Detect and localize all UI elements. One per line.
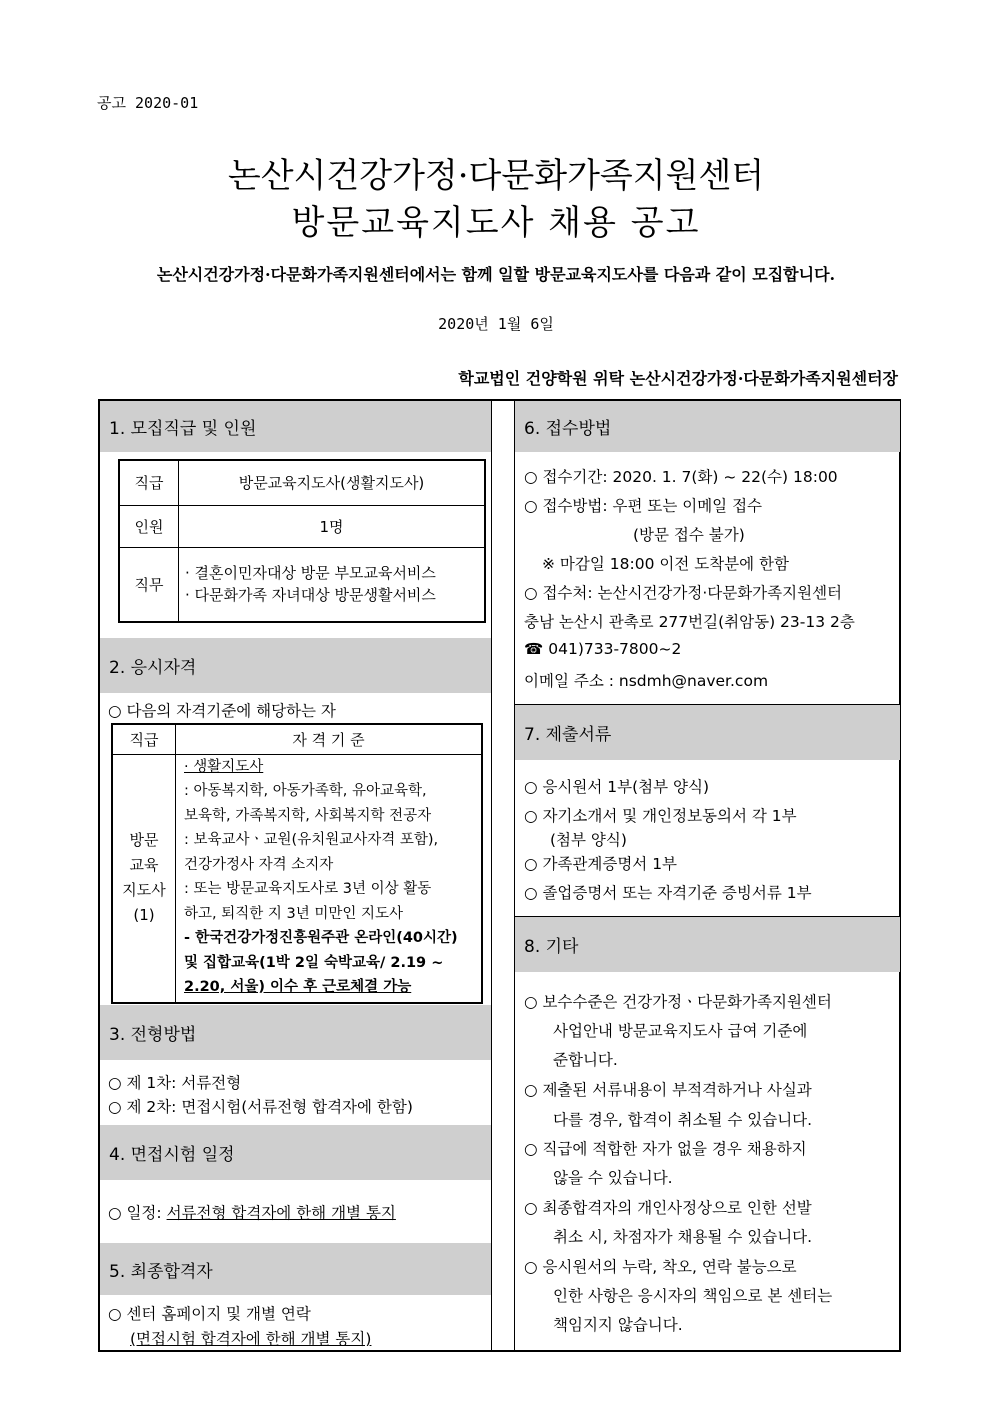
rank-line: 교육	[129, 856, 159, 874]
criteria-line: 보육학, 가족복지학, 사회복지학 전공자	[184, 807, 432, 824]
section-7-heading: 7. 제출서류	[515, 704, 900, 760]
duty-item: · 다문화가족 자녀대상 방문생활서비스	[185, 586, 436, 605]
etc-line: 책임지지 않습니다.	[553, 1316, 683, 1334]
rank-line: (1)	[133, 906, 155, 924]
criteria-line: 건강가정사 자격 소지자	[184, 856, 334, 873]
intro-text: 논산시건강가정·다문화가족지원센터에서는 함께 일할 방문교육지도사를 다음과 같이 모집합니다.	[156, 265, 836, 284]
criteria-line: : 또는 방문교육지도사로 3년 이상 활동	[184, 881, 432, 897]
interview-schedule-prefix: ○ 일정:	[108, 1204, 167, 1222]
duty-item: · 결혼이민자대상 방문 부모교육서비스	[185, 564, 436, 583]
document-item: ○ 가족관계증명서 1부	[524, 855, 678, 873]
etc-line: ○ 최종합격자의 개인사정상으로 인한 선발	[524, 1199, 812, 1217]
document-item: ○ 응시원서 1부(첨부 양식)	[524, 778, 710, 796]
criteria-column-header: 자 격 기 준	[176, 724, 483, 754]
etc-line: ○ 제출된 서류내용이 부적격하거나 사실과	[524, 1081, 812, 1099]
document-item: ○ 졸업증명서 또는 자격기준 증빙서류 1부	[524, 884, 812, 902]
criteria-line: 하고, 퇴직한 지 3년 미만인 지도사	[184, 905, 403, 922]
email-address: 이메일 주소 : nsdmh@naver.com	[524, 672, 769, 690]
rank-column-header: 직급	[112, 724, 176, 754]
interview-schedule	[108, 1201, 396, 1223]
etc-line: 준합니다.	[553, 1051, 618, 1069]
phone-number: ☎ 041)733-7800~2	[524, 640, 682, 658]
application-period: ○ 접수기간: 2020. 1. 7(화) ~ 22(수) 18:00	[524, 468, 838, 486]
deadline-note: ※ 마감일 18:00 이전 도착분에 한함	[542, 555, 789, 573]
headcount-label: 인원	[119, 505, 179, 547]
issuer: 학교법인 건양학원 위탁 논산시건강가정·다문화가족지원센터장	[458, 369, 898, 388]
section-5-heading: 5. 최종합격자	[100, 1243, 491, 1295]
section-8-heading: 8. 기타	[515, 916, 900, 972]
page-title-line1: 논산시건강가정·다문화가족지원센터	[227, 156, 765, 196]
criteria-line: : 보육교사ㆍ교원(유치원교사자격 포함),	[184, 832, 439, 848]
criteria-title: · 생활지도사	[184, 758, 264, 775]
headcount-value: 1명	[179, 505, 486, 547]
section-4-heading: 4. 면접시험 일정	[100, 1125, 491, 1180]
document-item: ○ 자기소개서 및 개인정보동의서 각 1부	[524, 807, 797, 825]
rank-line: 지도사	[122, 881, 166, 899]
criteria-bold-line: - 한국건강가정진흥원주관 온라인(40시간)	[184, 930, 458, 946]
criteria-bold-line: 및 집합교육(1박 2일 숙박교육/ 2.19 ~	[184, 954, 444, 971]
rank-cell	[112, 754, 176, 1003]
section-6-heading: 6. 접수방법	[515, 401, 900, 452]
selection-step-1: ○ 제 1차: 서류전형	[108, 1074, 242, 1092]
application-place: ○ 접수처: 논산시건강가정·다문화가족지원센터	[524, 584, 843, 602]
address: 충남 논산시 관촉로 277번길(취암동) 23-13 2층	[524, 613, 855, 631]
interview-schedule-value: 서류전형 합격자에 한해 개별 통지	[166, 1204, 396, 1222]
final-notice-line1: ○ 센터 홈페이지 및 개별 연락	[108, 1305, 311, 1323]
notice-date: 2020년 1월 6일	[438, 315, 554, 333]
column-divider-left	[491, 401, 492, 1350]
section-1-heading: 1. 모집직급 및 인원	[100, 401, 491, 452]
duty-list	[179, 547, 486, 622]
etc-line: ○ 응시원서의 누락, 착오, 연락 불능으로	[524, 1258, 797, 1276]
criteria-cell	[176, 754, 483, 1003]
position-label: 직급	[119, 460, 179, 505]
etc-line: 취소 시, 차점자가 채용될 수 있습니다.	[553, 1228, 813, 1246]
section-2-heading: 2. 응시자격	[100, 638, 491, 693]
etc-line: 않을 수 있습니다.	[553, 1169, 673, 1187]
section-3-heading: 3. 전형방법	[100, 1005, 491, 1060]
position-value: 방문교육지도사(생활지도사)	[179, 460, 486, 505]
final-notice-line2: (면접시험 합격자에 한해 개별 통지)	[130, 1330, 372, 1348]
criteria-line: : 아동복지학, 아동가족학, 유아교육학,	[184, 783, 427, 799]
document-item-note: (첨부 양식)	[550, 831, 627, 849]
criteria-bold-line: 2.20, 서울) 이수 후 근로체결 가능	[184, 979, 412, 995]
rank-line: 방문	[129, 831, 159, 849]
duty-label: 직무	[119, 547, 179, 622]
etc-line: ○ 직급에 적합한 자가 없을 경우 채용하지	[524, 1140, 807, 1158]
etc-line: 사업안내 방문교육지도사 급여 기준에	[553, 1022, 808, 1040]
application-method: ○ 접수방법: 우편 또는 이메일 접수	[524, 497, 763, 515]
qualification-table	[111, 723, 483, 1004]
etc-line: 인한 사항은 응시자의 책임으로 본 센터는	[553, 1287, 833, 1305]
selection-step-2: ○ 제 2차: 면접시험(서류전형 합격자에 한함)	[108, 1098, 413, 1116]
etc-line: ○ 보수수준은 건강가정ㆍ다문화가족지원센터	[524, 993, 832, 1011]
page-title-line2: 방문교육지도사 채용 공고	[291, 203, 701, 243]
column-divider-right	[514, 401, 515, 1350]
application-method-note: (방문 접수 불가)	[633, 526, 745, 544]
position-table	[118, 459, 486, 623]
notice-number: 공고 2020-01	[97, 94, 199, 112]
etc-line: 다를 경우, 합격이 취소될 수 있습니다.	[553, 1111, 813, 1129]
qualification-lead: ○ 다음의 자격기준에 해당하는 자	[108, 702, 336, 720]
